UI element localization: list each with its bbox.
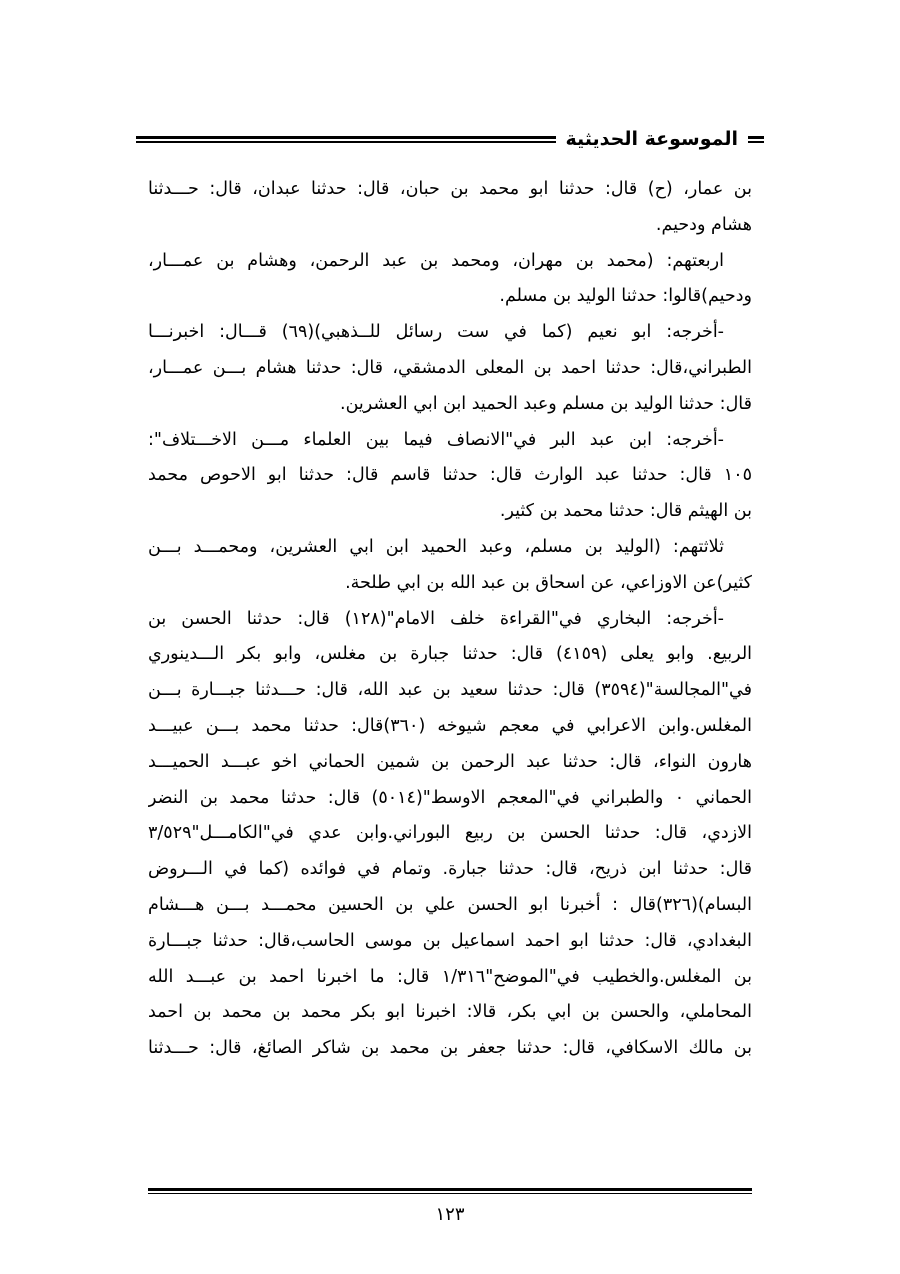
text-line: اربعتهم: (محمد بن مهران، ومحمد بن عبد الرحمن، وهشام بن عمـــار، (148, 250, 724, 271)
text-line: ودحيم)قالوا: حدثنا الوليد بن مسلم. (499, 286, 752, 307)
text-line: بن عمار، (ح) قال: حدثنا ابو محمد بن حبان، قال: حدثنا عبدان، قال: حـــدثنا (148, 179, 752, 199)
text-line: بن مالك الاسكافي، قال: حدثنا جعفر بن محمد بن شاكر الصائغ، قال: حـــدثنا (148, 1038, 752, 1059)
text-line: الربيع. وابو يعلى (٤١٥٩) قال: حدثنا جبارة بن مغلس، وابو بكر الـــدينوري (148, 644, 752, 665)
text-line: الطبراني،قال: حدثنا احمد بن المعلى الدمشقي، قال: حدثنا هشام بـــن عمـــار، (148, 357, 752, 378)
header-rule-right (748, 136, 764, 143)
text-line: هارون النواء، قال: حدثنا عبد الرحمن بن شمين الحماني اخو عبـــد الحميـــد (148, 751, 752, 772)
text-line: في"المجالسة"(٣٥٩٤) قال: حدثنا سعيد بن عبد الله، قال: حـــدثنا جبـــارة بـــن (148, 680, 752, 701)
text-line: هشام ودحيم. (655, 214, 752, 235)
text-line: كثير)عن الاوزاعي، عن اسحاق بن عبد الله بن ابي طلحة. (345, 572, 752, 593)
text-line: -أخرجه: ابن عبد البر في"الانصاف فيما بين العلماء مـــن الاخـــتلاف": (148, 429, 724, 450)
body-text (148, 172, 752, 1067)
text-line: المحاملي، والحسن بن ابي بكر، قالا: اخبرنا ابو بكر محمد بن محمد بن احمد (148, 1002, 752, 1023)
text-line: قال: حدثنا الوليد بن مسلم وعبد الحميد ابن ابي العشرين. (340, 393, 752, 414)
text-line: بن المغلس.والخطيب في"الموضح"١/٣١٦ قال: ما اخبرنا احمد بن عبـــد الله (148, 966, 752, 987)
text-line: -أخرجه: ابو نعيم (كما في ست رسائل للــذهبي)(٦٩) قـــال: اخبرنـــا (148, 322, 724, 343)
text-line: البغدادي، قال: حدثنا ابو احمد اسماعيل بن موسى الحاسب،قال: حدثنا جبـــارة (148, 930, 752, 951)
text-line: بن الهيثم قال: حدثنا محمد بن كثير. (499, 501, 752, 522)
page-number: ١٢٣ (435, 1204, 465, 1225)
text-line: -أخرجه: البخاري في"القراءة خلف الامام"(١٢٨) قال: حدثنا الحسن بن (148, 608, 724, 629)
text-line: ١٠٥ قال: حدثنا عبد الوارث قال: حدثنا قاسم قال: حدثنا ابو الاحوص محمد (148, 465, 752, 486)
footer-rule (148, 1188, 752, 1194)
header-title: الموسوعة الحديثية (565, 128, 738, 150)
text-line: الحماني ٠ والطبراني في"المعجم الاوسط"(٥٠١٤) قال: حدثنا محمد بن النضر (148, 787, 752, 808)
text-line: المغلس.وابن الاعرابي في معجم شيوخه (٣٦٠)قال: حدثنا محمد بـــن عبيـــد (148, 715, 752, 736)
text-line: ثلاثتهم: (الوليد بن مسلم، وعبد الحميد ابن ابي العشرين، ومحمـــد بـــن (148, 536, 724, 557)
text-line: قال: حدثنا ابن ذريح، قال: حدثنا جبارة. وتمام في فوائده (كما في الـــروض (148, 859, 752, 880)
running-header (136, 122, 764, 156)
header-rule-left (136, 136, 556, 143)
text-line: الازدي، قال: حدثنا الحسن بن ربيع البوراني.وابن عدي في"الكامـــل"٣/٥٢٩ (148, 823, 752, 844)
text-line: البسام)(٣٢٦)قال : أخبرنا ابو الحسن علي بن الحسين محمـــد بـــن هـــشام (148, 894, 752, 915)
